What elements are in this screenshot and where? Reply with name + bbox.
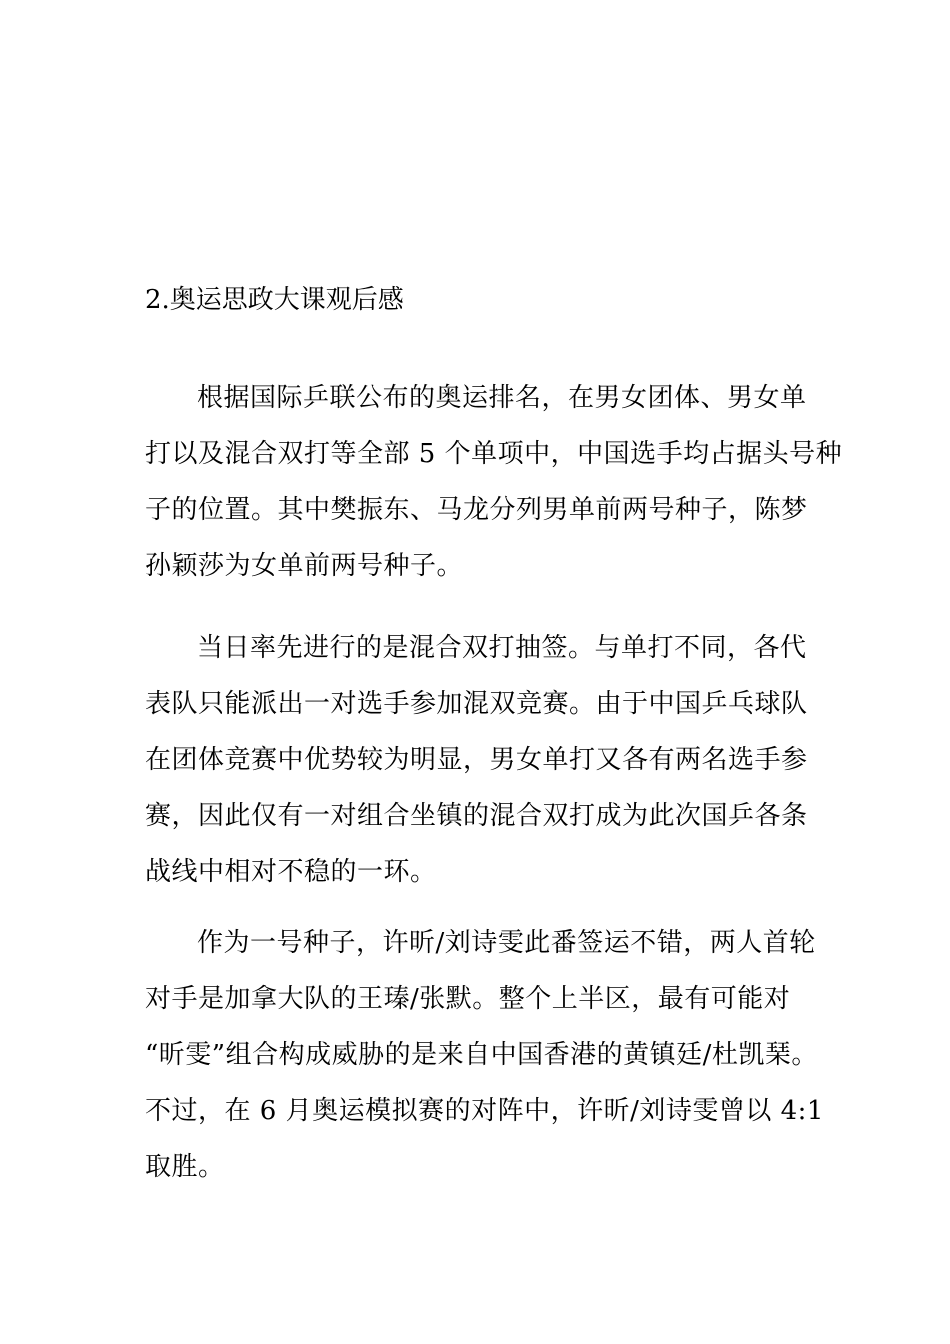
paragraph-line: 当日率先进行的是混合双打抽签。与单打不同，各代: [197, 633, 807, 663]
paragraph-line: 打以及混合双打等全部 5 个单项中，中国选手均占据头号种: [145, 439, 843, 469]
paragraph-line: 根据国际乒联公布的奥运排名，在男女团体、男女单: [197, 383, 807, 413]
paragraph-line: 表队只能派出一对选手参加混双竞赛。由于中国乒乓球队: [145, 689, 808, 719]
paragraph-top-seed: [145, 915, 845, 1195]
document-heading: 2.奥运思政大课观后感: [145, 285, 404, 315]
paragraph-line: 在团体竞赛中优势较为明显，男女单打又各有两名选手参: [145, 745, 808, 775]
paragraph-ranking: [145, 370, 845, 594]
paragraph-line: 不过，在 6 月奥运模拟赛的对阵中，许昕/刘诗雯曾以 4:1: [145, 1096, 824, 1126]
paragraph-line: 赛，因此仅有一对组合坐镇的混合双打成为此次国乒各条: [145, 801, 808, 831]
paragraph-line: 取胜。: [145, 1152, 225, 1182]
paragraph-mixed-doubles-draw: [145, 620, 845, 900]
paragraph-line: 子的位置。其中樊振东、马龙分列男单前两号种子，陈梦: [145, 495, 808, 525]
paragraph-line: 孙颖莎为女单前两号种子。: [145, 551, 464, 581]
paragraph-line: 作为一号种子，许昕/刘诗雯此番签运不错，两人首轮: [197, 928, 816, 958]
paragraph-line: 对手是加拿大队的王瑧/张默。整个上半区，最有可能对: [145, 984, 791, 1014]
paragraph-line: “昕雯”组合构成威胁的是来自中国香港的黄镇廷/杜凯琹。: [145, 1040, 818, 1070]
paragraph-line: 战线中相对不稳的一环。: [145, 857, 437, 887]
